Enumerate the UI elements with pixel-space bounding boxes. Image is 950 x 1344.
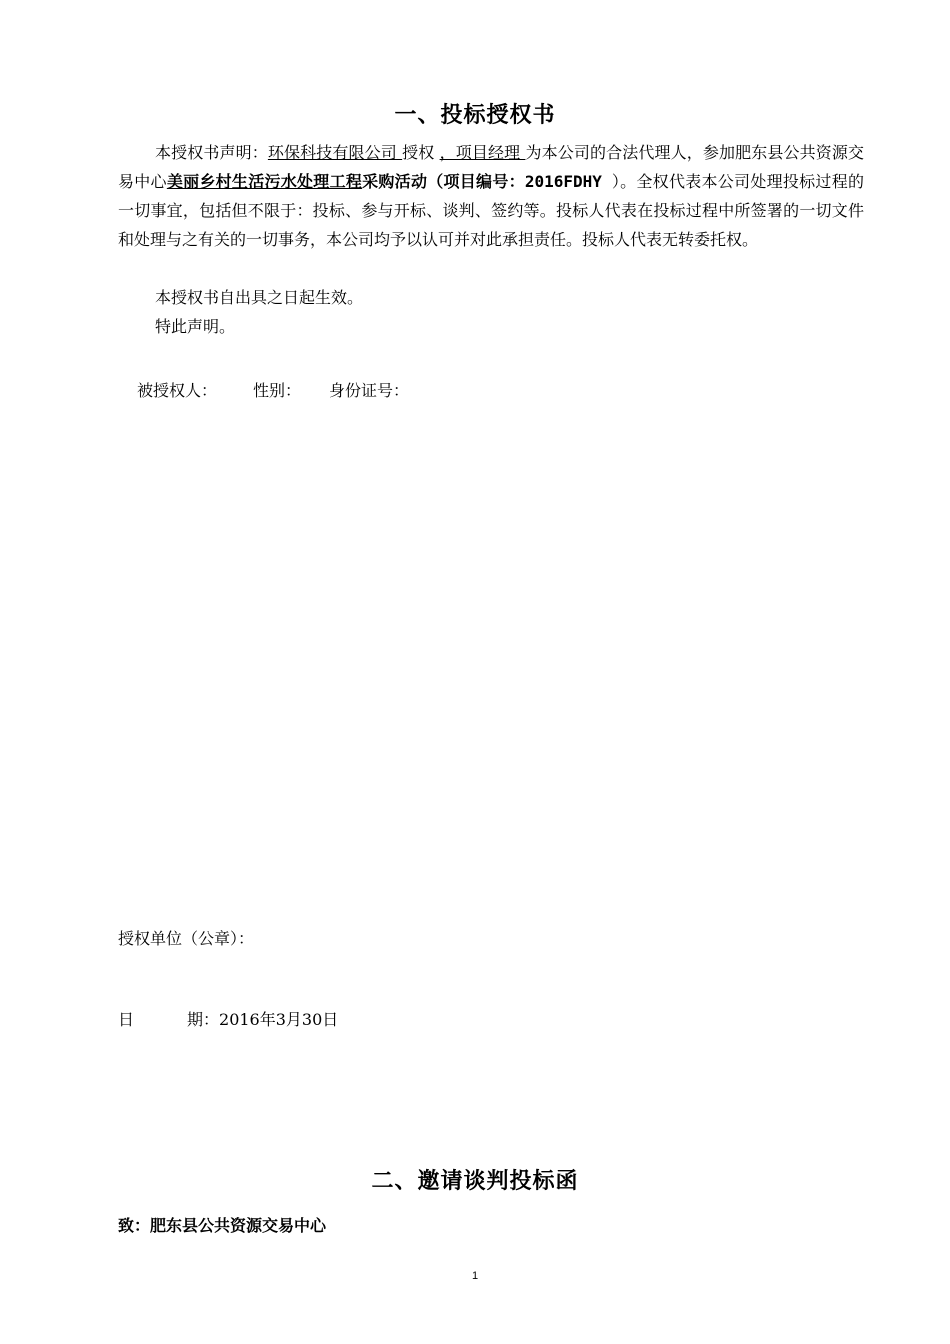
effective-statement: 本授权书自出具之日起生效。 — [155, 288, 364, 307]
statement-suffix: ）。全权代表本公司处理投标过程的一切事宜，包括但不限于：投标、参与开标、谈判、签约等。投标人代表在投标过程中所签署的一切文件和处理与之有关的一切事务，本公司均予以认可并对此承担责任。投标人代表无转委托权。 — [118, 172, 864, 249]
addressee-line: 致：肥东县公共资源交易中心 — [118, 1216, 327, 1235]
section2-title: 二、邀请谈判投标函 — [371, 1169, 579, 1194]
project-code: 2016FDHY — [524, 172, 612, 191]
authorization-statement — [118, 138, 864, 254]
authorizing-unit-label: 授权单位（公章）： — [118, 929, 255, 948]
declaration-text: 特此声明。 — [155, 317, 236, 336]
page-number: 1 — [471, 1270, 479, 1282]
date-label-period — [187, 1005, 338, 1034]
company-name: 环保科技有限公司 — [267, 143, 403, 162]
procurement-text: 采购活动（项目编号： — [362, 172, 525, 191]
id-number-label: 身份证号： — [329, 381, 410, 400]
grantee-label: 被授权人： — [137, 381, 218, 400]
statement-middle: 为本公司的合法代理人，参加肥东县公共资源交易中心 — [118, 143, 864, 191]
date-value: 2016年3月30日 — [219, 1010, 339, 1029]
agent-name: ，项目经理 — [439, 143, 526, 162]
date-label-text: 期： — [187, 1010, 220, 1029]
grant-word: 授权 — [402, 143, 440, 162]
statement-prefix: 本授权书声明： — [155, 143, 268, 162]
section1-title: 一、投标授权书 — [394, 103, 556, 128]
date-label-day: 日 — [118, 1010, 135, 1029]
gender-label: 性别： — [253, 381, 302, 400]
project-name: 美丽乡村生活污水处理工程 — [166, 172, 363, 191]
